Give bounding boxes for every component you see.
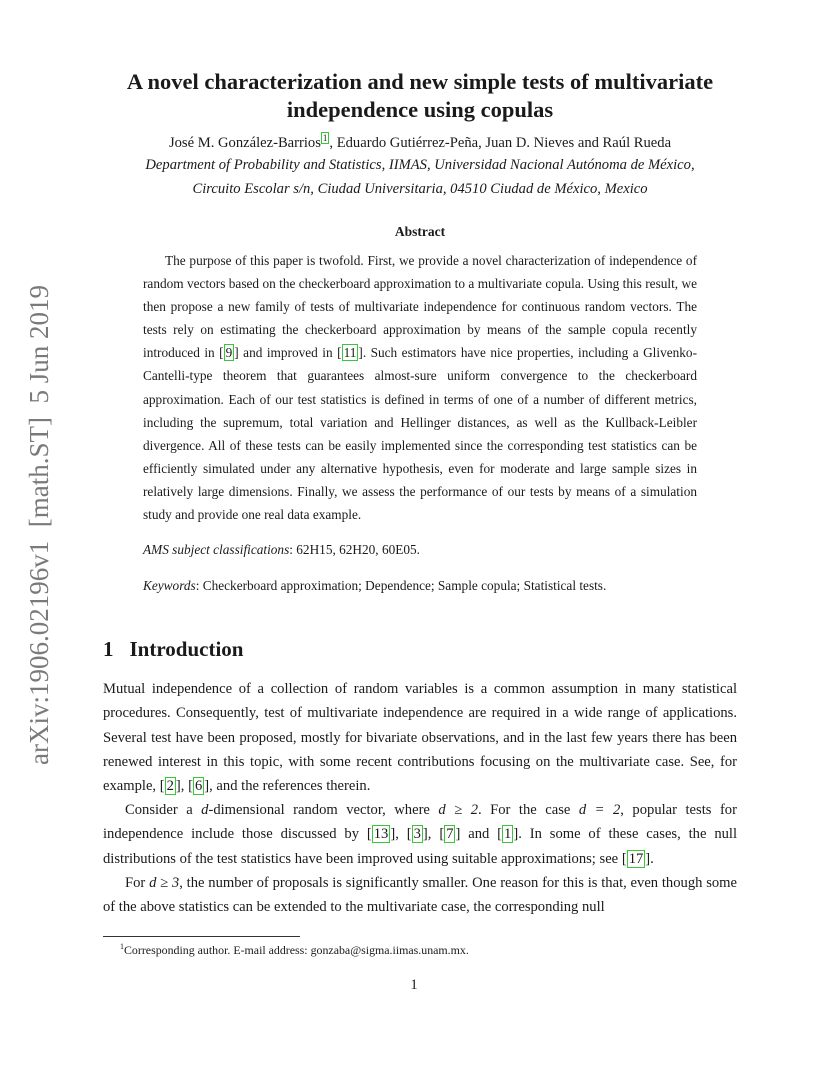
- citation-link[interactable]: 9: [225, 345, 233, 361]
- author-list: [103, 133, 737, 153]
- page-number: 1: [410, 977, 418, 993]
- section-number: 1: [103, 637, 114, 662]
- math-var: d: [201, 802, 209, 819]
- title-line-2: independence using copulas: [286, 97, 554, 122]
- citation-link[interactable]: 7: [446, 826, 454, 843]
- text-run: ,: [395, 826, 407, 843]
- math-expr: d ≥ 3: [149, 874, 180, 891]
- paragraph: [103, 871, 737, 919]
- text-run: and: [460, 826, 498, 843]
- keywords: [143, 576, 697, 596]
- title-line-1: A novel characterization and new simple tests of multivariate: [126, 69, 714, 94]
- citation-link[interactable]: 17: [628, 850, 644, 867]
- section-heading: [103, 636, 737, 662]
- paragraph: Mutual independence of a collection of random variables is a common assumption in many statistical procedures. Consequently, test of multivariate independence are required in a wide range of applications. Several test have been proposed, mostly for bivariate observations, and in the last few years there has been renewed interest in this topic, with some recent contributions focusing on the multivariate case. See, for example, [ 2 ], [ 6 ], and the references therein.: [103, 681, 737, 794]
- affiliation-line-1: Department of Probability and Statistics, IIMAS, Universidad Nacional Autónoma de México,: [145, 157, 695, 173]
- abstract-part: The purpose of this paper is twofold. First, we provide a novel characterization of independence of random vectors based on the checkerboard approximation to a multivariate copula. Using this result, we then propose a new family of tests of multivariate independence for continuous random vectors. The tests rely on estimating the checkerboard approximation by means of the sample copula recently introduced in: [143, 253, 697, 361]
- text-run: . For the case: [478, 802, 579, 819]
- citation-link[interactable]: 6: [194, 777, 203, 794]
- citation-link[interactable]: 13: [373, 826, 389, 843]
- author-first: José M. González-Barrios: [168, 135, 321, 151]
- ams-value: : 62H15, 62H20, 60E05.: [289, 542, 420, 558]
- author-rest: , Eduardo Gutiérrez-Peña, Juan D. Nieves and Raúl Rueda: [329, 135, 672, 151]
- text-run: ,: [427, 826, 440, 843]
- text-run: , popular tests for independence include those discussed by: [103, 802, 737, 843]
- keywords-label: Keywords: [143, 578, 196, 594]
- abstract-heading: Abstract: [394, 224, 446, 239]
- footnote-mark: 1: [120, 942, 124, 951]
- affiliation-line-2: Circuito Escolar s/n, Ciudad Universitaria, 04510 Ciudad de México, Mexico: [192, 181, 648, 197]
- math-expr: d = 2: [578, 802, 621, 819]
- paragraph: Consider a d-dimensional random vector, where d ≥ 2. For the case d = 2, popular tests for independence include those discussed by [ 13 ], [ 3 ], [ 7 ] and [ 1 ]. In some of these cases, the null distributions of the test statistics have been improved using suitable approximations; see [ 17 ].: [103, 802, 738, 867]
- ams-classifications: [143, 540, 697, 560]
- keywords-value: : Checkerboard approximation; Dependence; Sample copula; Statistical tests.: [195, 578, 607, 594]
- footnote-text: Corresponding author. E-mail address: gonzaba@sigma.iimas.unam.mx.: [124, 942, 469, 957]
- footnote-divider: [103, 936, 300, 937]
- text-run: Mutual independence of a collection of random variables is a common assumption in many statistical procedures. Consequently, test of multivariate independence are required in a wide range of applications. Several test have been proposed, mostly for bivariate observations, and in the last few years there has been renewed interest in this topic, with some recent contributions focusing on the multivariate case. See, for example,: [103, 681, 737, 794]
- abstract-part: and improved in: [238, 345, 338, 361]
- text-run: ,: [180, 777, 189, 794]
- footnote-link[interactable]: 1: [322, 133, 328, 144]
- text-run: , and the references therein.: [209, 777, 371, 794]
- ams-label: AMS subject classifications: [143, 542, 290, 558]
- footnote: [120, 939, 469, 958]
- text-run: , the number of proposals is significantly smaller. One reason for this is that, even though some of the above statistics can be extended to the multivariate case, the corresponding null: [103, 874, 738, 915]
- text-run: .: [650, 850, 654, 867]
- citation-link[interactable]: 2: [166, 777, 174, 794]
- arxiv-sidebar-stamp: [18, 275, 58, 775]
- citation-link[interactable]: 1: [504, 826, 512, 843]
- intro-body: [103, 677, 737, 919]
- text-run: Consider a: [125, 802, 202, 819]
- arxiv-identifier: arXiv:1906.02196v1 [math.ST] 5 Jun 2019: [24, 285, 54, 765]
- abstract-text: The purpose of this paper is twofold. First, we provide a novel characterization of independence of random vectors based on the checkerboard approximation to a multivariate copula. Using this result, we then propose a new family of tests of multivariate independence for continuous random vectors. The tests rely on estimating the checkerboard approximation by means of the sample copula recently introduced in [ 9 ] and improved in [ 11 ]. Such estimators have nice properties, including a Glivenko-Cantelli-type theorem that guarantees almost-sure uniform convergence to the checkerboard approximation. Each of our test statistics is defined in terms of one of a number of different metrics, including the supremum, total variation and Hellinger distances, as well as the Kullback-Leibler divergence. All of these tests can be easily implemented since the corresponding test statistics can be efficiently simulated under any alternative hypothesis, even for moderate and large sample sizes in relatively large dimensions. Finally, we assess the performance of our tests by means of a simulation study and provide one real data example.: [143, 253, 697, 523]
- section-title: Introduction: [129, 637, 244, 662]
- paper-page: [103, 68, 737, 919]
- citation-link[interactable]: 11: [343, 345, 357, 361]
- math-expr: d ≥ 2: [438, 802, 478, 819]
- text-run: For: [125, 874, 150, 891]
- affiliation: [103, 153, 737, 201]
- abstract-part: . Such estimators have nice properties, including a Glivenko-Cantelli-type theorem that guarantees almost-sure uniform convergence to the checkerboard approximation. Each of our test statistics is defined in terms of one of a number of different metrics, including the supremum, total variation and Hellinger distances, as well as the Kullback-Leibler divergence. All of these tests can be easily implemented since the corresponding test statistics can be efficiently simulated under any alternative hypothesis, even for moderate and large sample sizes in relatively large dimensions. Finally, we assess the performance of our tests by means of a simulation study and provide one real data example.: [143, 345, 697, 523]
- text-run: -dimensional random vector, where: [208, 802, 439, 819]
- text-run: . In some of these cases, the null distributions of the test statistics have been improved using suitable approximations; see: [103, 826, 738, 867]
- citation-link[interactable]: 3: [413, 826, 421, 843]
- paper-title: [103, 68, 737, 124]
